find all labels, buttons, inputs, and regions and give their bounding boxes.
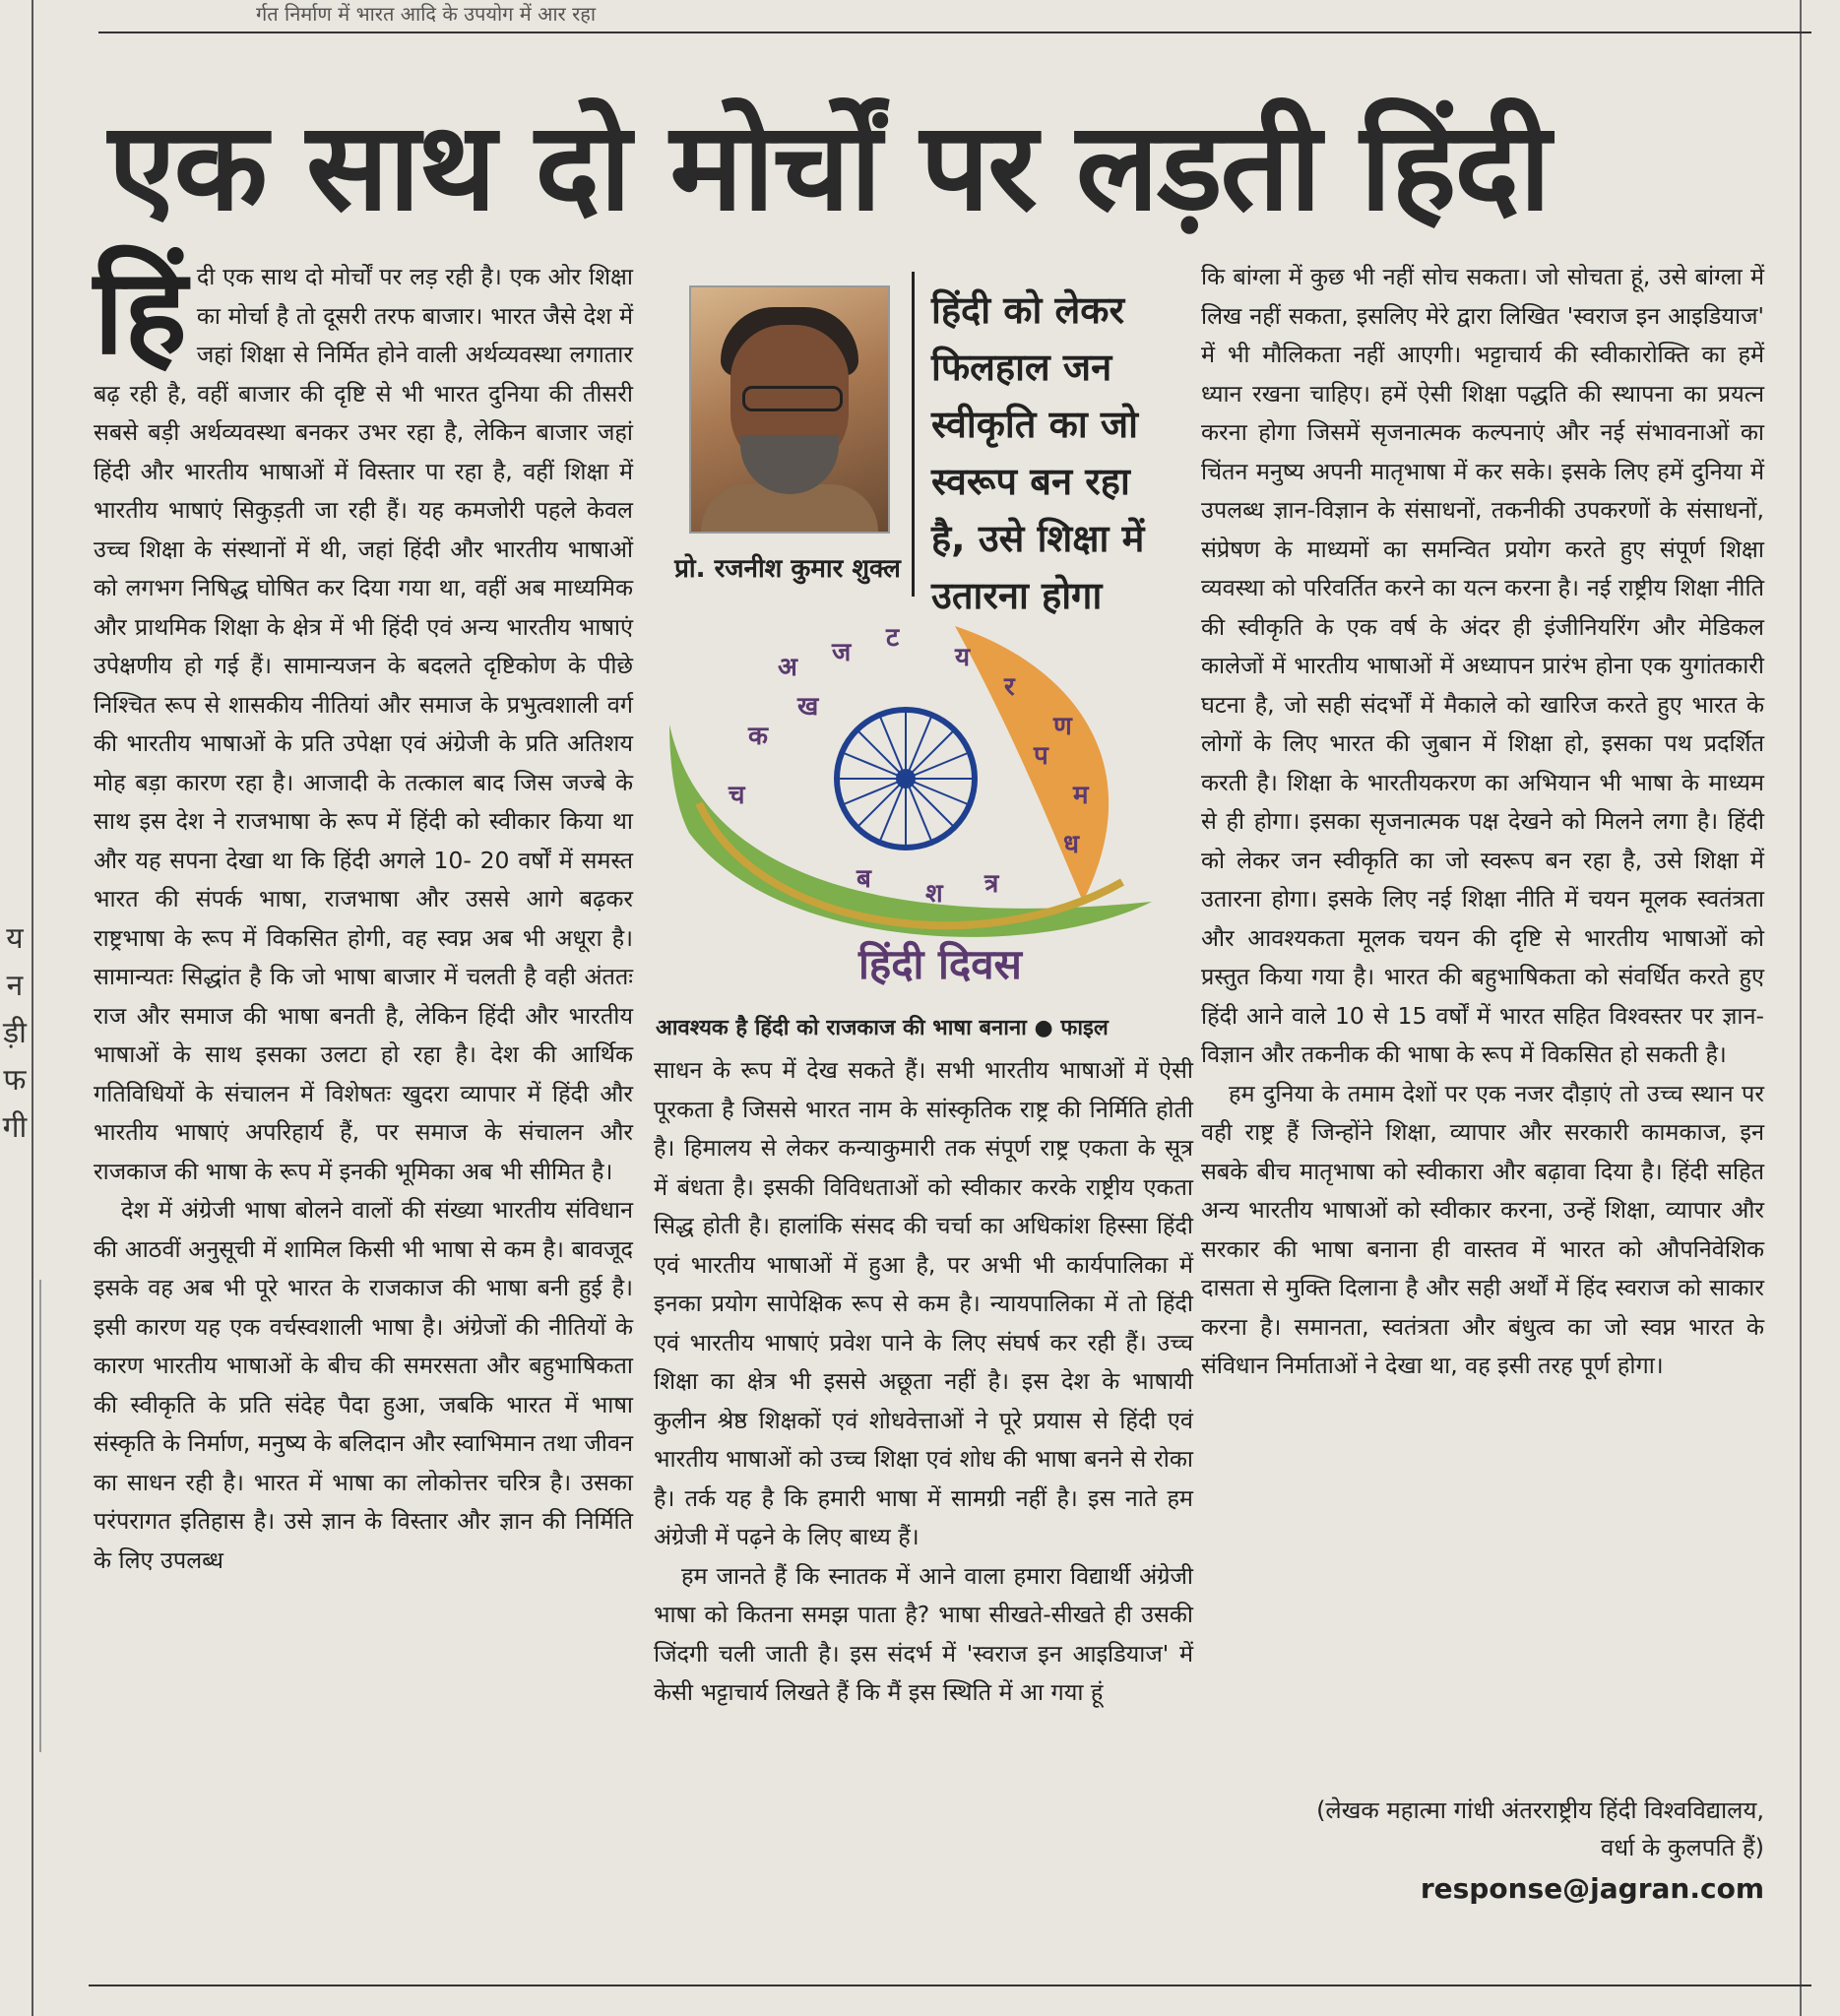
margin-char: न [6, 969, 24, 1003]
pullquote: हिंदी को लेकर फिलहाल जन स्वीकृति का जो स्वरूप बन रहा है, उसे शिक्षा में उतारना होगा [931, 288, 1145, 617]
svg-text:ज: ज [832, 638, 852, 667]
ashoka-chakra-icon [837, 710, 975, 848]
pullquote-divider [912, 272, 915, 597]
svg-text:प: प [1034, 741, 1048, 771]
margin-char: फ [3, 1063, 27, 1098]
svg-text:ध: ध [1063, 830, 1079, 859]
hindi-diwas-title: हिंदी दिवस [858, 940, 1022, 988]
top-rule [98, 32, 1811, 33]
response-email: response@jagran.com [1420, 1872, 1764, 1905]
column-2-paragraph-2: हम जानते हैं कि स्नातक में आने वाला हमारा विद्यार्थी अंग्रेजी भाषा को कितना समझ पाता है? भाषा सीखते-सीखते ही उसकी जिंदगी चली जाती है। इस संदर्भ में 'स्वराज इन आइडियाज' में केसी भट्टाचार्य लिखते हैं कि मैं इस स्थिति में आ गया हूं [654, 1561, 1193, 1706]
svg-text:र: र [1004, 672, 1015, 702]
margin-char: य [6, 921, 24, 956]
svg-text:च: च [729, 781, 745, 810]
svg-text:ख: ख [797, 692, 819, 722]
left-margin-fragments [0, 915, 30, 1152]
drop-cap: हिं [94, 244, 187, 381]
author-name-caption: प्रो. रजनीश कुमार शुक्ल [674, 554, 901, 584]
author-photo-glasses [742, 386, 843, 411]
column-2-paragraph-1: साधन के रूप में देख सकते हैं। सभी भारतीय भाषाओं में ऐसी पूरकता है जिससे भारत नाम के सांस्कृतिक राष्ट्र की निर्मिति होती है। हिमालय से लेकर कन्याकुमारी तक संपूर्ण राष्ट्र एकता के सूत्र में बंधता है। इसकी विविधताओं को स्वीकार करके राष्ट्रीय एकता सिद्ध होती है। हालांकि संसद की चर्चा का अधिकांश हिस्सा हिंदी एवं भारतीय भाषाओं में हुआ है, पर अभी भी कार्यपालिका में इनका प्रयोग सापेक्षिक रूप से कम है। न्यायपालिका में तो हिंदी एवं भारतीय भाषाएं प्रवेश पाने के लिए संघर्ष कर रही हैं। उच्च शिक्षा का क्षेत्र भी इससे अछूता नहीं है। इस देश के भाषायी कुलीन श्रेष्ठ शिक्षकों एवं शोधवेत्ताओं ने पूरे प्रयास से हिंदी एवं भारतीय भाषाओं को उच्च शिक्षा एवं शोध की भाषा बनने से रोका है। तर्क यह है कि हमारी भाषा में सामग्री नहीं है। इस नाते हम अंग्रेजी में पढ़ने के लिए बाध्य हैं। [654, 1056, 1193, 1550]
saffron-swoosh [955, 626, 1109, 902]
column-1 [94, 244, 633, 1882]
graphic-caption: आवश्यक है हिंदी को राजकाज की भाषा बनाना ● फाइल [656, 1016, 1109, 1040]
column-1-paragraph-2: देश में अंग्रेजी भाषा बोलने वालों की संख्या भारतीय संविधान की आठवीं अनुसूची में शामिल किसी भी भाषा से कम है। बावजूद इसके वह अब भी पूरे भारत के राजकाज की भाषा बनी हुई है। इसी कारण यह एक वर्चस्वशाली भाषा है। अंग्रेजों की नीतियों के कारण भारतीय भाषाओं के बीच की समरसता और बहुभाषिकता की स्वीकृति के प्रति संदेह पैदा हुआ, जबकि भारत में भाषा संस्कृति के निर्माण, मनुष्य के बलिदान और स्वाभिमान तथा जीवन का साधन रही है। भारत में भाषा का लोकोत्तर चरित्र है। उसका परंपरागत इतिहास है। उसे ज्ञान के विस्तार और ज्ञान की निर्मिति के लिए उपलब्ध [94, 1196, 633, 1574]
bottom-rule [89, 1984, 1811, 1986]
author-photo [689, 285, 890, 534]
svg-text:अ: अ [778, 653, 797, 682]
headline: एक साथ दो मोर्चों पर लड़ती हिंदी [108, 96, 1550, 238]
svg-text:श: श [925, 879, 943, 909]
column-3 [1201, 258, 1764, 1833]
right-edge-rule [1800, 0, 1802, 2016]
left-margin-rule [39, 1280, 41, 1752]
svg-text:ट: ट [886, 623, 900, 653]
svg-text:म: म [1073, 781, 1089, 810]
svg-text:ब: ब [857, 864, 871, 894]
previous-article-strip: र्गत निर्माण में भारत आदि के उपयोग में आर रहा [256, 2, 597, 24]
margin-char: ड़ी [3, 1016, 27, 1050]
column-3-paragraph-2: हम दुनिया के तमाम देशों पर एक नजर दौड़ाएं तो उच्च स्थान पर वही राष्ट्र हैं जिन्होंने शिक्षा, व्यापार और सरकारी कामकाज, इन सबके बीच मातृभाषा को स्वीकारा और बढ़ावा दिया है। हिंदी सहित अन्य भारतीय भाषाओं को स्वीकार करना, उन्हें शिक्षा, व्यापार और सरकार की भाषा बनाना ही वास्तव में भारत को औपनिवेशिक दासता से मुक्ति दिलाना है और सही अर्थों में हिंद स्वराज को साकार करना है। समानता, स्वतंत्रता और बंधुत्व का जो स्वप्न भारत के संविधान निर्माताओं ने देखा था, वह इसी तरह पूर्ण होगा। [1201, 1079, 1764, 1379]
svg-text:त्र: त्र [984, 869, 999, 899]
left-edge-rule [32, 0, 33, 2016]
svg-text:ण: ण [1053, 712, 1072, 741]
margin-char: गी [2, 1110, 28, 1145]
column-1-paragraph-1: दी एक साथ दो मोर्चों पर लड़ रही है। एक ओर शिक्षा का मोर्चा है तो दूसरी तरफ बाजार। भारत जैसे देश में जहां शिक्षा से निर्मित होने वाली अर्थव्यवस्था लगातार बढ़ रही है, वहीं बाजार की दृष्टि से भी भारत दुनिया की तीसरी सबसे बड़ी अर्थव्यवस्था बनकर उभर रहा है, लेकिन बाजार जहां हिंदी और भारतीय भाषाओं में विस्तार पा रहा है, वहीं शिक्षा में भारतीय भाषाएं सिकुड़ती जा रही हैं। यह कमजोरी पहले केवल उच्च शिक्षा के संस्थानों में थी, जहां हिंदी और भारतीय भाषाओं को लगभग निषिद्ध घोषित कर दिया गया था, वहीं अब माध्यमिक और प्राथमिक शिक्षा के क्षेत्र में भी हिंदी एवं अन्य भारतीय भाषाएं उपेक्षणीय हो गई हैं। सामान्यजन के बदलते दृष्टिकोण के पीछे निश्चित रूप से शासकीय नीतियां और समाज के प्रभुत्वशाली वर्ग की भारतीय भाषाओं के प्रति उपेक्षा एवं अंग्रेजी के प्रति अतिशय मोह बड़ा कारण रहा है। आजादी के तत्काल बाद जिस जज्बे के साथ इस देश ने राजभाषा के रूप में हिंदी को स्वीकार किया था और यह सपना देखा था कि हिंदी अगले 10- 20 वर्षों में समस्त भारत की संपर्क भाषा, राजभाषा और उससे आगे बढ़कर राष्ट्रभाषा के रूप में विकसित होगी, वह स्वप्न अब भी अधूरा है। सामान्यतः सिद्धांत है कि जो भाषा बाजार में चलती है वही अंततः राज और समाज की भाषा बनती है, लेकिन हिंदी और भारतीय भाषाओं के साथ इसका उलटा हो रहा है। देश की आर्थिक गतिविधियों के संचालन में विशेषतः खुदरा व्यापार में हिंदी और भारतीय भाषाएं अपरिहार्य हैं, पर समाज के संचालन और राजकाज की भाषा के रूप में इनकी भूमिका अब भी सीमित है। [94, 263, 633, 1185]
author-byline: (लेखक महात्मा गांधी अंतरराष्ट्रीय हिंदी विश्वविद्यालय, वर्धा के कुलपति हैं) [1316, 1796, 1764, 1861]
column-3-paragraph-1: कि बांग्ला में कुछ भी नहीं सोच सकता। जो सोचता हूं, उसे बांग्ला में लिख नहीं सकता, इसलिए मेरे द्वारा लिखित 'स्वराज इन आइडियाज' में भी मौलिकता नहीं आएगी। भट्टाचार्य की स्वीकारोक्ति का हमें ध्यान रखना चाहिए। हमें ऐसी शिक्षा पद्धति की स्थापना का प्रयत्न करना होगा जिसमें सृजनात्मक कल्पनाएं और नई संभावनाओं का चिंतन मनुष्य अपनी मातृभाषा में कर सके। इसके लिए हमें दुनिया में उपलब्ध ज्ञान-विज्ञान के संसाधनों, तकनीकी उपकरणों के संसाधनों, संप्रेषण के माध्यमों का समन्वित प्रयोग करते हुए संपूर्ण शिक्षा व्यवस्था को परिवर्तित करने का यत्न करना है। नई राष्ट्रीय शिक्षा नीति की स्वीकृति के एक वर्ष के अंदर ही इंजीनियरिंग और मेडिकल कालेजों में भारतीय भाषाओं में अध्यापन प्रारंभ होना एक युगांतकारी घटना है, जो सही संदर्भों में मैकाले को खारिज करते हुए भारत के लोगों के लिए भारत की जुबान में शिक्षा हो, इसका पथ प्रदर्शित करती है। शिक्षा के भारतीयकरण का अभियान भी भाषा के माध्यम से ही होगा। इसका सृजनात्मक पक्ष देखने को मिलने लगा है। हिंदी को लेकर जन स्वीकृति का जो स्वरूप बन रहा है, उसे शिक्षा में उतारना होगा। इसके लिए नई शिक्षा नीति में चयन मूलक स्वतंत्रता और आवश्यकता मूलक चयन की दृष्टि से भारतीय भाषाओं को प्रस्तुत किया गया है। भारत की बहुभाषिकता को संवर्धित करते हुए हिंदी आने वाले 10 से 15 वर्षों में भारत सहित विश्वस्तर पर ज्ञान-विज्ञान और तकनीक की भाषा के रूप में विकसित हो सकती है। [1201, 263, 1764, 1068]
svg-text:य: य [955, 643, 971, 672]
column-2 [654, 1051, 1193, 1918]
svg-text:क: क [748, 722, 768, 751]
